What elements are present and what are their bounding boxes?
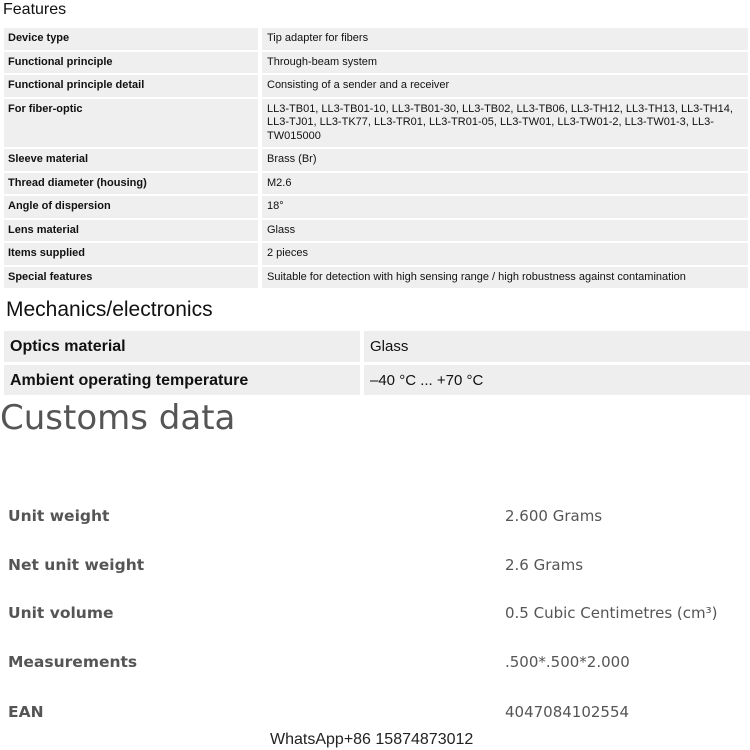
row-value: 2.6 Grams xyxy=(505,556,584,574)
table-row xyxy=(4,196,748,218)
features-table xyxy=(4,26,748,290)
row-key: For fiber-optic xyxy=(4,99,258,148)
row-value: LL3-TB01, LL3-TB01-10, LL3-TB01-30, LL3-TB02, LL3-TB06, LL3-TH12, LL3-TH13, LL3-TH14, LL3-TJ01, LL3-TK77, LL3-TR01, LL3-TR01-05, LL3-TW01, LL3-TW01-2, LL3-TW01-3, LL3-TW015000 xyxy=(258,99,748,148)
row-key: Net unit weight xyxy=(8,556,145,574)
table-row xyxy=(4,149,748,171)
row-value: 4047084102554 xyxy=(505,703,630,721)
row-key: Ambient operating temperature xyxy=(10,372,249,389)
row-value: 2 pieces xyxy=(258,243,748,265)
row-value: .500*.500*2.000 xyxy=(505,653,630,671)
table-row xyxy=(4,267,748,289)
table-row xyxy=(4,243,748,265)
row-value: 0.5 Cubic Centimetres (cm³) xyxy=(505,604,718,622)
table-row xyxy=(4,99,748,148)
table-row xyxy=(4,52,748,74)
table-row xyxy=(8,507,748,531)
table-row xyxy=(4,365,750,395)
row-value: –40 °C ... +70 °C xyxy=(360,365,750,395)
row-key: Device type xyxy=(4,28,258,50)
row-key: Sleeve material xyxy=(4,149,258,171)
row-key: Items supplied xyxy=(4,243,258,265)
row-value: Glass xyxy=(360,331,750,362)
table-row xyxy=(4,75,748,97)
row-key: Optics material xyxy=(10,338,126,355)
mechanics-table xyxy=(4,331,750,395)
row-key: Measurements xyxy=(8,653,138,671)
table-row xyxy=(4,173,748,195)
row-value: 2.600 Grams xyxy=(505,507,603,525)
row-key: EAN xyxy=(8,703,44,721)
customs-title: Customs data xyxy=(0,398,236,438)
table-row xyxy=(8,653,748,677)
row-key: Functional principle detail xyxy=(4,75,258,97)
row-value: Brass (Br) xyxy=(258,149,748,171)
row-key: Angle of dispersion xyxy=(4,196,258,218)
row-value: 18° xyxy=(258,196,748,218)
row-key: Functional principle xyxy=(4,52,258,74)
table-row xyxy=(4,28,748,50)
row-key: Unit weight xyxy=(8,507,110,525)
row-value: Suitable for detection with high sensing range / high robustness against contamination xyxy=(258,267,748,289)
table-row xyxy=(8,703,748,727)
row-key: Unit volume xyxy=(8,604,114,622)
mechanics-title: Mechanics/electronics xyxy=(6,298,213,321)
table-row xyxy=(4,331,750,362)
row-value: Glass xyxy=(258,220,748,242)
row-key: Thread diameter (housing) xyxy=(4,173,258,195)
table-row xyxy=(8,604,748,628)
row-value: Through-beam system xyxy=(258,52,748,74)
features-title: Features xyxy=(3,1,67,18)
table-row xyxy=(8,556,748,580)
row-key: Lens material xyxy=(4,220,258,242)
row-value: M2.6 xyxy=(258,173,748,195)
row-value: Tip adapter for fibers xyxy=(258,28,748,50)
row-value: Consisting of a sender and a receiver xyxy=(258,75,748,97)
table-row xyxy=(4,220,748,242)
whatsapp-watermark: WhatsApp+86 15874873012 xyxy=(270,731,474,748)
row-key: Special features xyxy=(4,267,258,289)
